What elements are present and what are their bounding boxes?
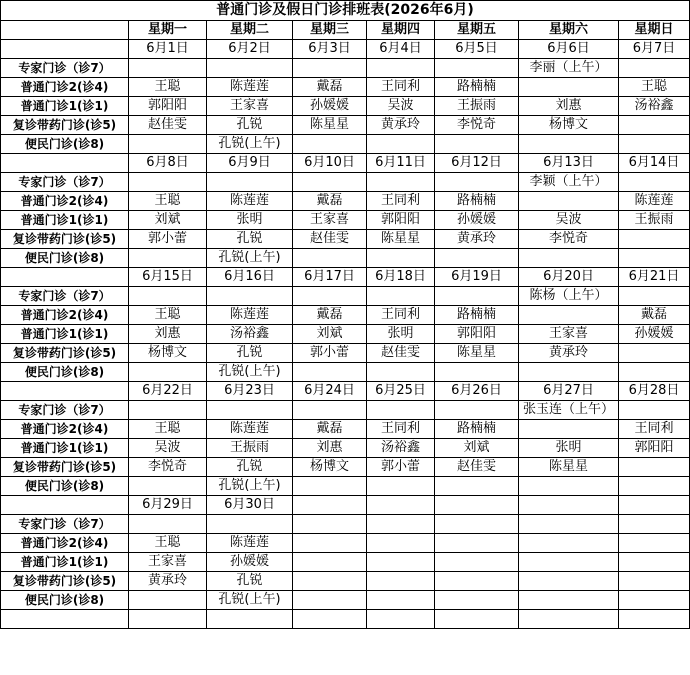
doctor-cell: 张明	[367, 325, 435, 344]
date-cell	[435, 496, 519, 515]
doctor-cell	[619, 116, 690, 135]
doctor-cell: 王振雨	[435, 97, 519, 116]
date-row	[1, 382, 690, 401]
doctor-cell: 路楠楠	[435, 78, 519, 97]
empty-cell	[207, 610, 293, 629]
weekday-header: 星期二	[207, 21, 293, 40]
date-row	[1, 496, 690, 515]
date-cell	[293, 496, 367, 515]
doctor-cell: 王同利	[367, 420, 435, 439]
date-row	[1, 154, 690, 173]
empty-cell	[1, 610, 129, 629]
date-cell: 6月13日	[519, 154, 619, 173]
schedule-row	[1, 306, 690, 325]
doctor-cell	[619, 553, 690, 572]
doctor-cell: 郭阳阳	[367, 211, 435, 230]
doctor-cell	[293, 591, 367, 610]
doctor-cell	[293, 287, 367, 306]
doctor-cell	[129, 135, 207, 154]
doctor-cell	[519, 363, 619, 382]
clinic-label: 专家门诊（诊7）	[1, 515, 129, 534]
clinic-label: 复诊带药门诊(诊5)	[1, 230, 129, 249]
clinic-label: 普通门诊2(诊4)	[1, 420, 129, 439]
date-row	[1, 268, 690, 287]
doctor-cell	[129, 477, 207, 496]
clinic-label: 普通门诊1(诊1)	[1, 325, 129, 344]
schedule-row	[1, 515, 690, 534]
doctor-cell	[293, 173, 367, 192]
empty-cell	[129, 610, 207, 629]
doctor-cell	[367, 363, 435, 382]
doctor-cell	[435, 363, 519, 382]
doctor-cell	[435, 553, 519, 572]
date-cell: 6月1日	[129, 40, 207, 59]
date-cell: 6月9日	[207, 154, 293, 173]
doctor-cell: 吴波	[519, 211, 619, 230]
schedule-row	[1, 287, 690, 306]
date-cell: 6月18日	[367, 268, 435, 287]
weekday-header-row	[1, 21, 690, 40]
schedule-row	[1, 325, 690, 344]
schedule-row	[1, 135, 690, 154]
doctor-cell	[293, 553, 367, 572]
doctor-cell: 王家喜	[293, 211, 367, 230]
schedule-row	[1, 116, 690, 135]
doctor-cell	[129, 59, 207, 78]
page-title: 普通门诊及假日门诊排班表(2026年6月)	[1, 1, 690, 21]
doctor-cell: 张玉连（上午）	[519, 401, 619, 420]
doctor-cell	[293, 477, 367, 496]
doctor-cell	[519, 534, 619, 553]
doctor-cell: 陈星星	[293, 116, 367, 135]
doctor-cell	[619, 534, 690, 553]
doctor-cell: 杨博文	[519, 116, 619, 135]
doctor-cell: 孔锐	[207, 458, 293, 477]
doctor-cell	[435, 572, 519, 591]
doctor-cell	[129, 401, 207, 420]
schedule-row	[1, 173, 690, 192]
doctor-cell: 王振雨	[619, 211, 690, 230]
doctor-cell: 孔锐	[207, 230, 293, 249]
date-row	[1, 40, 690, 59]
doctor-cell	[435, 401, 519, 420]
weekday-header: 星期三	[293, 21, 367, 40]
clinic-label: 便民门诊(诊8)	[1, 135, 129, 154]
doctor-cell	[207, 287, 293, 306]
clinic-label: 普通门诊2(诊4)	[1, 78, 129, 97]
doctor-cell	[435, 515, 519, 534]
doctor-cell: 陈杨（上午）	[519, 287, 619, 306]
doctor-cell: 刘惠	[129, 325, 207, 344]
doctor-cell: 赵佳雯	[435, 458, 519, 477]
date-cell: 6月12日	[435, 154, 519, 173]
doctor-cell	[519, 553, 619, 572]
doctor-cell: 王振雨	[207, 439, 293, 458]
weekday-header: 星期日	[619, 21, 690, 40]
empty-cell	[367, 610, 435, 629]
doctor-cell: 王聪	[129, 192, 207, 211]
date-row-blank	[1, 382, 129, 401]
doctor-cell	[519, 249, 619, 268]
schedule-row	[1, 553, 690, 572]
date-row-blank	[1, 154, 129, 173]
clinic-label: 专家门诊（诊7）	[1, 287, 129, 306]
doctor-cell: 陈星星	[519, 458, 619, 477]
doctor-cell	[129, 173, 207, 192]
doctor-cell: 戴磊	[619, 306, 690, 325]
clinic-label: 普通门诊1(诊1)	[1, 553, 129, 572]
clinic-label: 普通门诊2(诊4)	[1, 192, 129, 211]
schedule-row	[1, 477, 690, 496]
date-cell: 6月24日	[293, 382, 367, 401]
doctor-cell: 孔锐(上午)	[207, 591, 293, 610]
doctor-cell: 陈莲莲	[207, 306, 293, 325]
date-cell: 6月19日	[435, 268, 519, 287]
date-cell	[619, 496, 690, 515]
clinic-label: 便民门诊(诊8)	[1, 477, 129, 496]
date-cell: 6月6日	[519, 40, 619, 59]
doctor-cell: 黄承玲	[367, 116, 435, 135]
doctor-cell: 孙媛媛	[293, 97, 367, 116]
doctor-cell	[435, 249, 519, 268]
clinic-label: 复诊带药门诊(诊5)	[1, 572, 129, 591]
empty-cell	[293, 610, 367, 629]
schedule-row	[1, 59, 690, 78]
date-cell: 6月16日	[207, 268, 293, 287]
doctor-cell	[367, 173, 435, 192]
schedule-row	[1, 572, 690, 591]
doctor-cell	[519, 192, 619, 211]
doctor-cell	[207, 59, 293, 78]
doctor-cell: 刘惠	[293, 439, 367, 458]
doctor-cell: 刘斌	[293, 325, 367, 344]
doctor-cell: 孔锐(上午)	[207, 477, 293, 496]
doctor-cell	[619, 515, 690, 534]
doctor-cell: 郭阳阳	[435, 325, 519, 344]
date-cell: 6月7日	[619, 40, 690, 59]
doctor-cell: 戴磊	[293, 306, 367, 325]
weekday-header: 星期五	[435, 21, 519, 40]
doctor-cell: 路楠楠	[435, 420, 519, 439]
doctor-cell	[435, 59, 519, 78]
doctor-cell: 路楠楠	[435, 192, 519, 211]
doctor-cell	[367, 572, 435, 591]
weekday-header: 星期六	[519, 21, 619, 40]
doctor-cell	[519, 477, 619, 496]
doctor-cell: 孔锐(上午)	[207, 363, 293, 382]
doctor-cell	[619, 363, 690, 382]
schedule-row	[1, 439, 690, 458]
doctor-cell	[293, 59, 367, 78]
doctor-cell	[519, 420, 619, 439]
doctor-cell: 刘斌	[435, 439, 519, 458]
doctor-cell	[367, 553, 435, 572]
doctor-cell: 路楠楠	[435, 306, 519, 325]
doctor-cell: 戴磊	[293, 78, 367, 97]
doctor-cell	[435, 287, 519, 306]
doctor-cell: 孔锐	[207, 572, 293, 591]
doctor-cell	[207, 401, 293, 420]
doctor-cell: 王聪	[129, 534, 207, 553]
schedule-row	[1, 591, 690, 610]
weekday-header: 星期四	[367, 21, 435, 40]
doctor-cell	[619, 173, 690, 192]
doctor-cell: 汤裕鑫	[619, 97, 690, 116]
doctor-cell	[435, 135, 519, 154]
doctor-cell	[293, 401, 367, 420]
doctor-cell: 刘惠	[519, 97, 619, 116]
doctor-cell: 刘斌	[129, 211, 207, 230]
doctor-cell: 陈莲莲	[207, 420, 293, 439]
schedule-row	[1, 534, 690, 553]
doctor-cell	[367, 534, 435, 553]
doctor-cell: 王同利	[367, 306, 435, 325]
date-row-blank	[1, 496, 129, 515]
doctor-cell: 杨博文	[293, 458, 367, 477]
doctor-cell	[367, 249, 435, 268]
doctor-cell	[519, 135, 619, 154]
doctor-cell	[519, 572, 619, 591]
date-cell: 6月29日	[129, 496, 207, 515]
date-cell: 6月8日	[129, 154, 207, 173]
date-cell: 6月30日	[207, 496, 293, 515]
doctor-cell	[619, 572, 690, 591]
doctor-cell	[293, 363, 367, 382]
doctor-cell	[619, 458, 690, 477]
clinic-label: 便民门诊(诊8)	[1, 363, 129, 382]
date-cell: 6月26日	[435, 382, 519, 401]
schedule-row	[1, 363, 690, 382]
doctor-cell	[129, 591, 207, 610]
date-cell: 6月23日	[207, 382, 293, 401]
doctor-cell	[619, 249, 690, 268]
clinic-label: 便民门诊(诊8)	[1, 591, 129, 610]
doctor-cell	[435, 173, 519, 192]
clinic-label: 专家门诊（诊7）	[1, 401, 129, 420]
doctor-cell	[293, 249, 367, 268]
schedule-row	[1, 458, 690, 477]
doctor-cell	[519, 591, 619, 610]
doctor-cell	[293, 515, 367, 534]
date-cell: 6月15日	[129, 268, 207, 287]
date-cell: 6月22日	[129, 382, 207, 401]
doctor-cell: 汤裕鑫	[207, 325, 293, 344]
doctor-cell	[207, 173, 293, 192]
empty-cell	[619, 610, 690, 629]
doctor-cell	[519, 78, 619, 97]
doctor-cell	[129, 363, 207, 382]
doctor-cell	[367, 477, 435, 496]
doctor-cell: 王同利	[367, 192, 435, 211]
schedule-row	[1, 401, 690, 420]
doctor-cell: 王家喜	[207, 97, 293, 116]
doctor-cell: 赵佳雯	[293, 230, 367, 249]
doctor-cell	[619, 591, 690, 610]
date-cell: 6月4日	[367, 40, 435, 59]
doctor-cell: 陈莲莲	[207, 78, 293, 97]
doctor-cell: 孙媛媛	[619, 325, 690, 344]
schedule-row	[1, 211, 690, 230]
schedule-row	[1, 344, 690, 363]
doctor-cell: 孙媛媛	[435, 211, 519, 230]
doctor-cell	[619, 477, 690, 496]
clinic-label: 专家门诊（诊7）	[1, 59, 129, 78]
doctor-cell: 王同利	[619, 420, 690, 439]
doctor-cell: 李丽（上午）	[519, 59, 619, 78]
schedule-row	[1, 78, 690, 97]
date-cell: 6月14日	[619, 154, 690, 173]
doctor-cell: 王家喜	[519, 325, 619, 344]
date-row-blank	[1, 268, 129, 287]
doctor-cell: 赵佳雯	[367, 344, 435, 363]
doctor-cell: 王聪	[619, 78, 690, 97]
clinic-label: 普通门诊1(诊1)	[1, 439, 129, 458]
date-cell: 6月17日	[293, 268, 367, 287]
doctor-cell: 李悦奇	[435, 116, 519, 135]
doctor-cell: 黄承玲	[129, 572, 207, 591]
doctor-cell: 王同利	[367, 78, 435, 97]
doctor-cell: 郭小蕾	[293, 344, 367, 363]
schedule-body	[1, 1, 690, 629]
date-cell: 6月10日	[293, 154, 367, 173]
header-blank-cell	[1, 21, 129, 40]
doctor-cell: 戴磊	[293, 420, 367, 439]
schedule-row	[1, 249, 690, 268]
clinic-label: 复诊带药门诊(诊5)	[1, 116, 129, 135]
doctor-cell: 陈莲莲	[207, 192, 293, 211]
doctor-cell	[619, 287, 690, 306]
clinic-label: 复诊带药门诊(诊5)	[1, 344, 129, 363]
date-cell: 6月5日	[435, 40, 519, 59]
date-cell: 6月25日	[367, 382, 435, 401]
doctor-cell	[435, 477, 519, 496]
doctor-cell: 陈莲莲	[207, 534, 293, 553]
clinic-label: 普通门诊2(诊4)	[1, 534, 129, 553]
doctor-cell: 张明	[519, 439, 619, 458]
doctor-cell	[367, 591, 435, 610]
clinic-label: 专家门诊（诊7）	[1, 173, 129, 192]
date-cell: 6月28日	[619, 382, 690, 401]
clinic-label: 便民门诊(诊8)	[1, 249, 129, 268]
schedule-row	[1, 420, 690, 439]
title-row	[1, 1, 690, 21]
doctor-cell: 孔锐	[207, 116, 293, 135]
schedule-row	[1, 97, 690, 116]
doctor-cell: 郭阳阳	[129, 97, 207, 116]
clinic-label: 普通门诊1(诊1)	[1, 211, 129, 230]
schedule-row	[1, 230, 690, 249]
doctor-cell	[435, 591, 519, 610]
doctor-cell: 李颖（上午）	[519, 173, 619, 192]
weekday-header: 星期一	[129, 21, 207, 40]
doctor-cell: 孔锐(上午)	[207, 135, 293, 154]
doctor-cell: 戴磊	[293, 192, 367, 211]
doctor-cell: 李悦奇	[129, 458, 207, 477]
empty-cell	[435, 610, 519, 629]
doctor-cell: 王家喜	[129, 553, 207, 572]
empty-row	[1, 610, 690, 629]
doctor-cell: 吴波	[367, 97, 435, 116]
doctor-cell: 吴波	[129, 439, 207, 458]
doctor-cell: 孔锐(上午)	[207, 249, 293, 268]
doctor-cell	[293, 135, 367, 154]
doctor-cell	[367, 135, 435, 154]
doctor-cell: 黄承玲	[435, 230, 519, 249]
date-cell: 6月3日	[293, 40, 367, 59]
date-cell: 6月20日	[519, 268, 619, 287]
doctor-cell	[293, 534, 367, 553]
date-row-blank	[1, 40, 129, 59]
doctor-cell	[519, 306, 619, 325]
doctor-cell: 郭小蕾	[367, 458, 435, 477]
doctor-cell: 赵佳雯	[129, 116, 207, 135]
doctor-cell: 陈星星	[367, 230, 435, 249]
doctor-cell: 王聪	[129, 306, 207, 325]
empty-cell	[519, 610, 619, 629]
doctor-cell: 孔锐	[207, 344, 293, 363]
clinic-label: 复诊带药门诊(诊5)	[1, 458, 129, 477]
date-cell	[367, 496, 435, 515]
doctor-cell	[619, 344, 690, 363]
clinic-label: 普通门诊1(诊1)	[1, 97, 129, 116]
doctor-cell	[367, 401, 435, 420]
doctor-cell	[619, 401, 690, 420]
doctor-cell	[207, 515, 293, 534]
date-cell: 6月27日	[519, 382, 619, 401]
doctor-cell: 黄承玲	[519, 344, 619, 363]
doctor-cell	[367, 287, 435, 306]
doctor-cell: 郭小蕾	[129, 230, 207, 249]
doctor-cell: 杨博文	[129, 344, 207, 363]
doctor-cell: 郭阳阳	[619, 439, 690, 458]
doctor-cell	[619, 230, 690, 249]
doctor-cell: 陈莲莲	[619, 192, 690, 211]
doctor-cell	[519, 515, 619, 534]
doctor-cell: 孙媛媛	[207, 553, 293, 572]
doctor-cell: 李悦奇	[519, 230, 619, 249]
schedule-row	[1, 192, 690, 211]
doctor-cell	[129, 249, 207, 268]
doctor-cell: 张明	[207, 211, 293, 230]
date-cell: 6月11日	[367, 154, 435, 173]
clinic-label: 普通门诊2(诊4)	[1, 306, 129, 325]
doctor-cell	[293, 572, 367, 591]
date-cell: 6月2日	[207, 40, 293, 59]
doctor-cell: 汤裕鑫	[367, 439, 435, 458]
doctor-cell	[619, 135, 690, 154]
doctor-cell: 王聪	[129, 78, 207, 97]
doctor-cell	[129, 515, 207, 534]
doctor-cell: 陈星星	[435, 344, 519, 363]
doctor-cell	[129, 287, 207, 306]
date-cell	[519, 496, 619, 515]
date-cell: 6月21日	[619, 268, 690, 287]
doctor-cell	[367, 515, 435, 534]
doctor-cell	[367, 59, 435, 78]
doctor-cell: 王聪	[129, 420, 207, 439]
doctor-cell	[435, 534, 519, 553]
doctor-cell	[619, 59, 690, 78]
